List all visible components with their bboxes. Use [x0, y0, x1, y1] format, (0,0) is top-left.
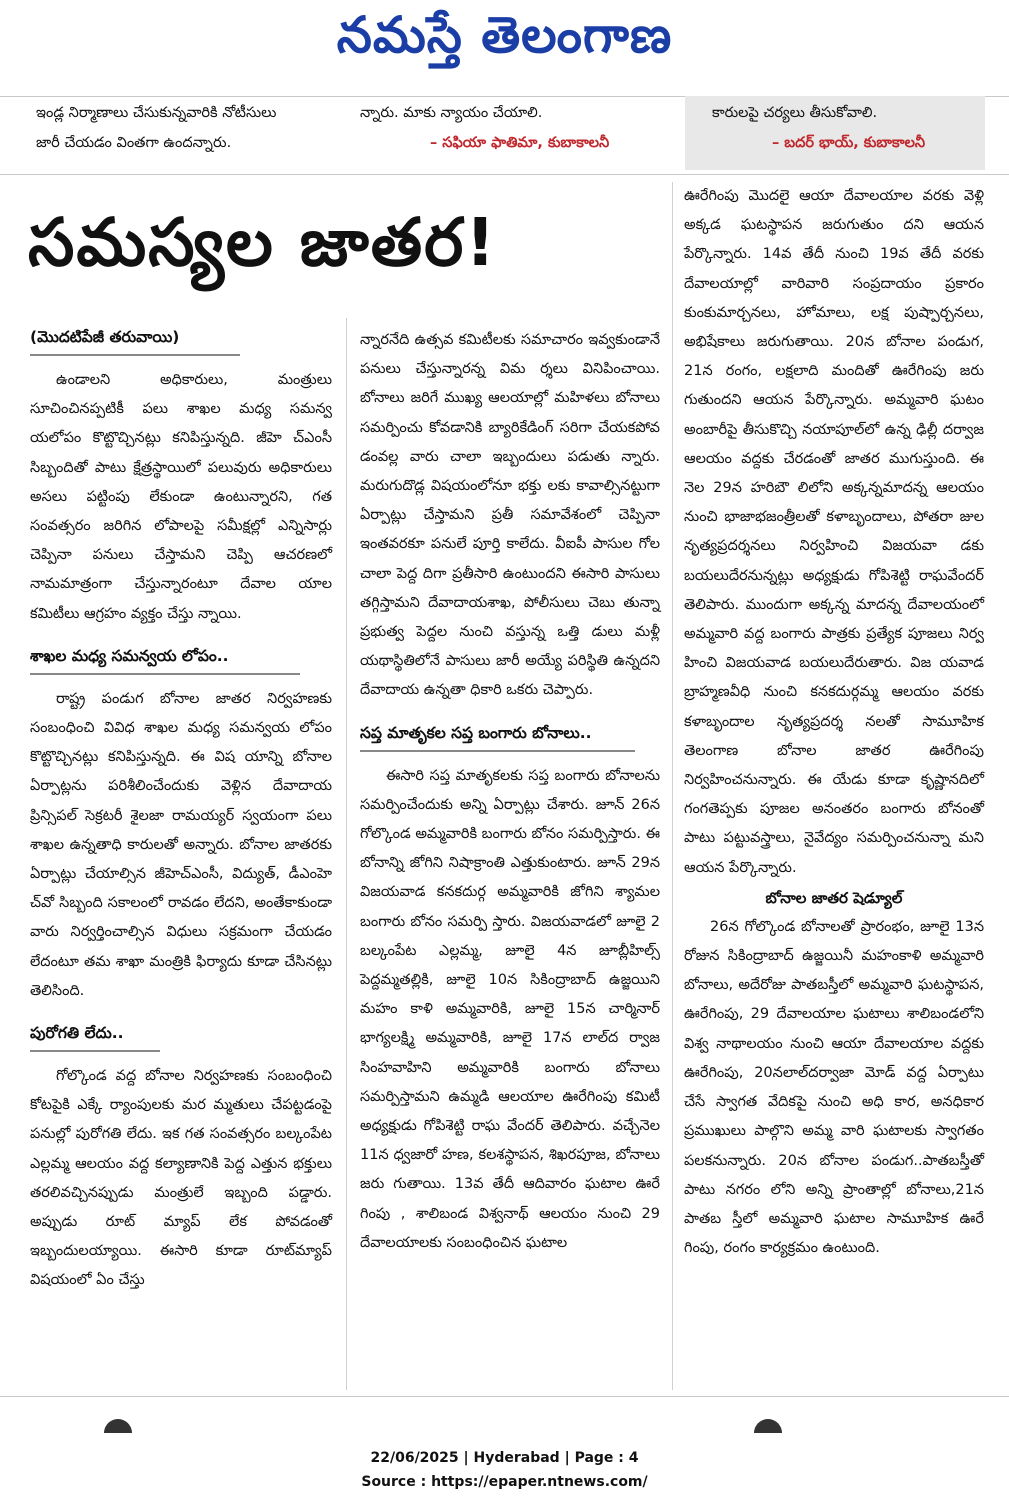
subheading-bonalu-schedule: బోనాల జాతర షెడ్యూల్: [765, 888, 903, 907]
top-snippet-col2-signature: – సఫియా ఫాతిమా, కుబాకాలనీ: [430, 135, 610, 151]
footer-source-link[interactable]: Source : https://epaper.ntnews.com/: [361, 1474, 648, 1490]
article-column-3: [684, 182, 984, 1263]
continuation-label: (మొదటిపేజీ తరువాయి): [30, 322, 240, 356]
next-article-fragment: [104, 1419, 132, 1433]
col1-paragraph-2: రాష్ట్ర పండుగ బోనాల జాతర నిర్వహణకు సంబంధించి వివిధ శాఖల మధ్య సమన్వయ లోపం కొట్టొచ్చినట్లు కనిపిస్తున్నది. ఈ విష యాన్ని బోనాల ఏర్పాట్లను పరిశీలించేందుకు వెళ్లిన దేవాదాయ ప్రిన్సిపల్ సెక్రటరీ శైలజా రామయ్యర్ స్వయంగా పలు శాఖల ఉన్నతాధి కారులతో అన్నారు. బోనాల జాతరకు ఏర్పాట్లు చేయాల్సిన జీహెచ్ఎంసీ, విద్యుత్, డీఎంహె చ్‌వో సిబ్బంది సకాలంలో రావడం లేదని, అంతేకాకుండా వారు నిర్వర్తించాల్సిన విధులు సక్రమంగా చేయడం లేదంటూ తమ శాఖా మంత్రికి ఫిర్యాదు కూడా చేసినట్లు తెలిసింది.: [30, 690, 332, 999]
col1-paragraph-1: ఉండాలని అధికారులు, మంత్రులు సూచించినప్పటికీ పలు శాఖల మధ్య సమన్వ యలోపం కొట్టొచ్చినట్లు కనిపిస్తున్నది. జీహె చ్ఎంసీ సిబ్బందితో పాటు క్షేత్రస్థాయిలో పలువురు అధికారులు అసలు పట్టింపు లేకుండా ఉంటున్నారని, గత సంవత్సరం జరిగిన లోపాలపై సమీక్షల్లో ఎన్నిసార్లు చెప్పినా పనులు చేస్తామని చెప్పి ఆచరణలో నామమాత్రంగా చేస్తున్నారంటూ దేవాల యాల కమిటీలు ఆగ్రహం వ్యక్తం చేస్తు న్నాయి.: [30, 372, 332, 622]
footer-edition-info: 22/06/2025 | Hyderabad | Page : 4: [370, 1450, 639, 1466]
col2-paragraph-2: ఈసారి సప్త మాతృకలకు సప్త బంగారు బోనాలను సమర్పించేందుకు అన్ని ఏర్పాట్లు చేశారు. జూన్ 26న గోల్కొండ అమ్మవారికి బంగారు బోనం సమర్పిస్తారు. ఈ బోనాన్ని జోగిని నిషాక్రాంతి ఎత్తుకుంటారు. జూన్ 29న విజయవాడ కనకదుర్గ అమ్మవారికి జోగిని శ్యామల బంగారు బోనం సమర్పి స్తారు. విజయవాడలో జూలై 2 బల్కంపేట ఎల్లమ్మ, జూలై 4న జూబ్లీహిల్స్ పెద్దమ్మతల్లికి, జూలై 10న సికింద్రాబాద్ ఉజ్జయిని మహం కాళి అమ్మవారికి, జూలై 15న చార్మినార్ భాగ్యలక్ష్మి అమ్మవారికి, జూలై 17న లాల్‌ద ర్వాజ సింహవాహిని అమ్మవారికి బంగారు బోనాలు సమర్పిస్తామని ఉమ్మడి ఆలయాల ఊరేగింపు కమిటీ అధ్యక్షుడు గోపిశెట్టి రాఘ వేందర్ తెలిపారు. వచ్చేనెల 11న ధ్వజారో హణ, కలశస్థాపన, శిఖరపూజ, బోనాలు జరు గుతాయి. 13వ తేదీ ఆదివారం ఘటాల ఊరే గింపు , శాలిబండ విశ్వనాథ్ ఆలయం నుంచి 29 దేవాలయాలకు సంబంధించిన ఘటాల: [360, 767, 660, 1251]
article-column-1: [30, 322, 332, 1296]
article-column-2: [360, 326, 660, 1258]
subheading-coordination-lapse: శాఖల మధ్య సమన్వయ లోపం..: [30, 641, 300, 675]
top-snippet-col2-line1: న్నారు. మాకు న్యాయం చేయాలి.: [360, 105, 543, 121]
column-rule-1: [346, 318, 347, 1390]
next-article-fragment-2: [754, 1419, 782, 1433]
subheading-no-progress: పురోగతి లేదు..: [30, 1018, 160, 1052]
bottom-divider: [0, 1396, 1009, 1397]
top-snippet-col3-line1: కారులపై చర్యలు తీసుకోవాలి.: [712, 105, 878, 121]
top-snippet-col3-signature: – బదర్ భాయ్, కుబాకాలనీ: [772, 135, 926, 151]
col2-paragraph-1: న్నారనేది ఉత్సవ కమిటీలకు సమాచారం ఇవ్వకుండానే పనులు చేస్తున్నారన్న విమ ర్శలు వినిపించాయి. బోనాలు జరిగే ముఖ్య ఆలయాల్లో మహిళలు బోనాలు సమర్పించు కోవడానికి బ్యారికేడింగ్ సరిగా చేయకపోవ డంవల్ల వారు చాలా ఇబ్బందులు పడుతు న్నారు. మరుగుదొడ్ల విషయంలోనూ భక్తు లకు కావాల్సినట్టుగా ఏర్పాట్లు చేస్తామని ప్రతీ సమావేశంలో చెప్పినా ఇంతవరకూ పనులే పూర్తి కాలేదు. వీఐపీ పాసుల గోల చాలా పెద్ద దిగా ప్రతీసారి ఉంటుందని ఈసారి పాసులు తగ్గిస్తామని దేవాదాయశాఖ, పోలీసులు చెబు తున్నా ప్రభుత్వ పెద్దల నుంచి వస్తున్న ఒత్తి డులు మళ్లీ యథాస్థితిలోనే పాసులు జారీ అయ్యే పరిస్థితి ఉన్నదని దేవాదాయ ఉన్నతా ధికారి ఒకరు చెప్పారు.: [360, 332, 660, 699]
section-divider: [0, 174, 1009, 175]
top-snippet-col1-line1: ఇండ్ల నిర్మాణాలు చేసుకున్నవారికి నోటీసులు: [36, 105, 277, 121]
column-rule-2: [672, 182, 673, 1390]
col1-paragraph-3: గోల్కొండ వద్ద బోనాల నిర్వహణకు సంబంధించి కోటపైకి ఎక్కే ర్యాంపులకు మర మ్మతులు చేపట్టడంపై పనుల్లో పురోగతి లేదు. ఇక గత సంవత్సరం బల్కంపేట ఎల్లమ్మ ఆలయం వద్ద కల్యాణానికి పెద్ద ఎత్తున భక్తులు తరలివచ్చినప్పుడు మంత్రులే ఇబ్బంది పడ్డారు. అప్పుడు రూట్ మ్యాప్ లేక పోవడంతో ఇబ్బందులయ్యాయి. ఈసారి కూడా రూట్‌మ్యాప్ విషయంలో ఏం చేస్తు: [30, 1068, 332, 1289]
masthead-title: నమస్తే తెలంగాణ: [336, 5, 673, 64]
subheading-seven-golden-bonams: సప్త మాతృకల సప్త బంగారు బోనాలు..: [360, 718, 635, 752]
col3-paragraph-1: ఊరేగింపు మొదలై ఆయా దేవాలయాల వరకు వెళ్లి అక్కడ ఘటస్థాపన జరుగుతుం దని ఆయన పేర్కొన్నారు. 14వ తేదీ నుంచి 19వ తేదీ వరకు దేవాలయాల్లో వారివారి సంప్రదాయం ప్రకారం కుంకుమార్చనలు, హోమాలు, లక్ష పుష్పార్చనలు, అభిషేకాలు జరుగుతాయి. 20న బోనాల పండుగ, 21న రంగం, లక్షలాది మందితో ఊరేగింపు జరు గుతుందని ఆయన పేర్కొన్నారు. అమ్మవారి ఘటం అంబారీపై తీసుకొచ్చి నయాపూల్‌లో ఉన్న ఢిల్లీ దర్వాజ ఆలయం వద్దకు చేరడంతో జాతర ముగుస్తుంది. ఈ నెల 29న హరిబౌ లిలోని అక్కన్నమాదన్న ఆలయం నుంచి భాజాభజంత్రీలతో కళాబృందాలు, పోతరా జుల నృత్యప్రదర్శనలు నిర్వహించి విజయవా డకు బయలుదేరనున్నట్లు అధ్యక్షుడు గోపిశెట్టి రాఘవేందర్ తెలిపారు. ముందుగా అక్కన్న మాదన్న దేవాలయంలో అమ్మవారి వద్ద బంగారు పాత్రకు ప్రత్యేక పూజలు నిర్వ హించి విజయవాడ బయలుదేరుతారు. విజ యవాడ బ్రాహ్మణవీధి నుంచి కనకదుర్గమ్మ ఆలయం వరకు కళాబృందాల నృత్యప్రదర్శ నలతో సామూహిక తెలంగాణ బోనాల జాతర ఊరేగింపు నిర్వహించనున్నారు. ఈ యేడు కూడా కృష్ణానదిలో గంగతెప్పకు పూజల అనంతరం బంగారు బోనంతో పాటు పట్టువస్త్రాలు, నైవేద్యం సమర్పించనున్నా మని ఆయన పేర్కొన్నారు.: [684, 188, 984, 876]
article-headline: సమస్యల జాతర!: [28, 204, 498, 281]
top-snippet-col1-line2: జారీ చేయడం వింతగా ఉందన్నారు.: [36, 135, 232, 151]
col3-paragraph-2: 26న గోల్కొండ బోనాలతో ప్రారంభం, జూలై 13న రోజున సికింద్రాబాద్ ఉజ్జయినీ మహంకాళి అమ్మవారి బోనాలు, అదేరోజు పాతబస్తీలో అమ్మవారి ఘటస్థాపన, ఊరేగింపు, 29 దేవాలయాల ఘటాలు శాలిబండలోని విశ్వ నాథాలయం నుంచి ఆయా దేవాలయాల వద్దకు ఊరేగింపు, 20నలాల్‌దర్వాజా మోడ్ వద్ద ఏర్పాటు చేసే స్వాగత వేదికపై నుంచి అధి కార, అనధికార ప్రముఖులు పాల్గొని అమ్మ వారి ఘటాలకు స్వాగతం పలకనున్నారు. 20న బోనాల పండుగ..పాతబస్తీతో పాటు నగరం లోని అన్ని ప్రాంతాల్లో బోనాలు,21న పాతబ స్తీలో అమ్మవారి ఘటాల సామూహిక ఊరే గింపు, రంగం కార్యక్రమం ఉంటుంది.: [684, 918, 984, 1257]
newspaper-masthead: [0, 0, 1009, 82]
